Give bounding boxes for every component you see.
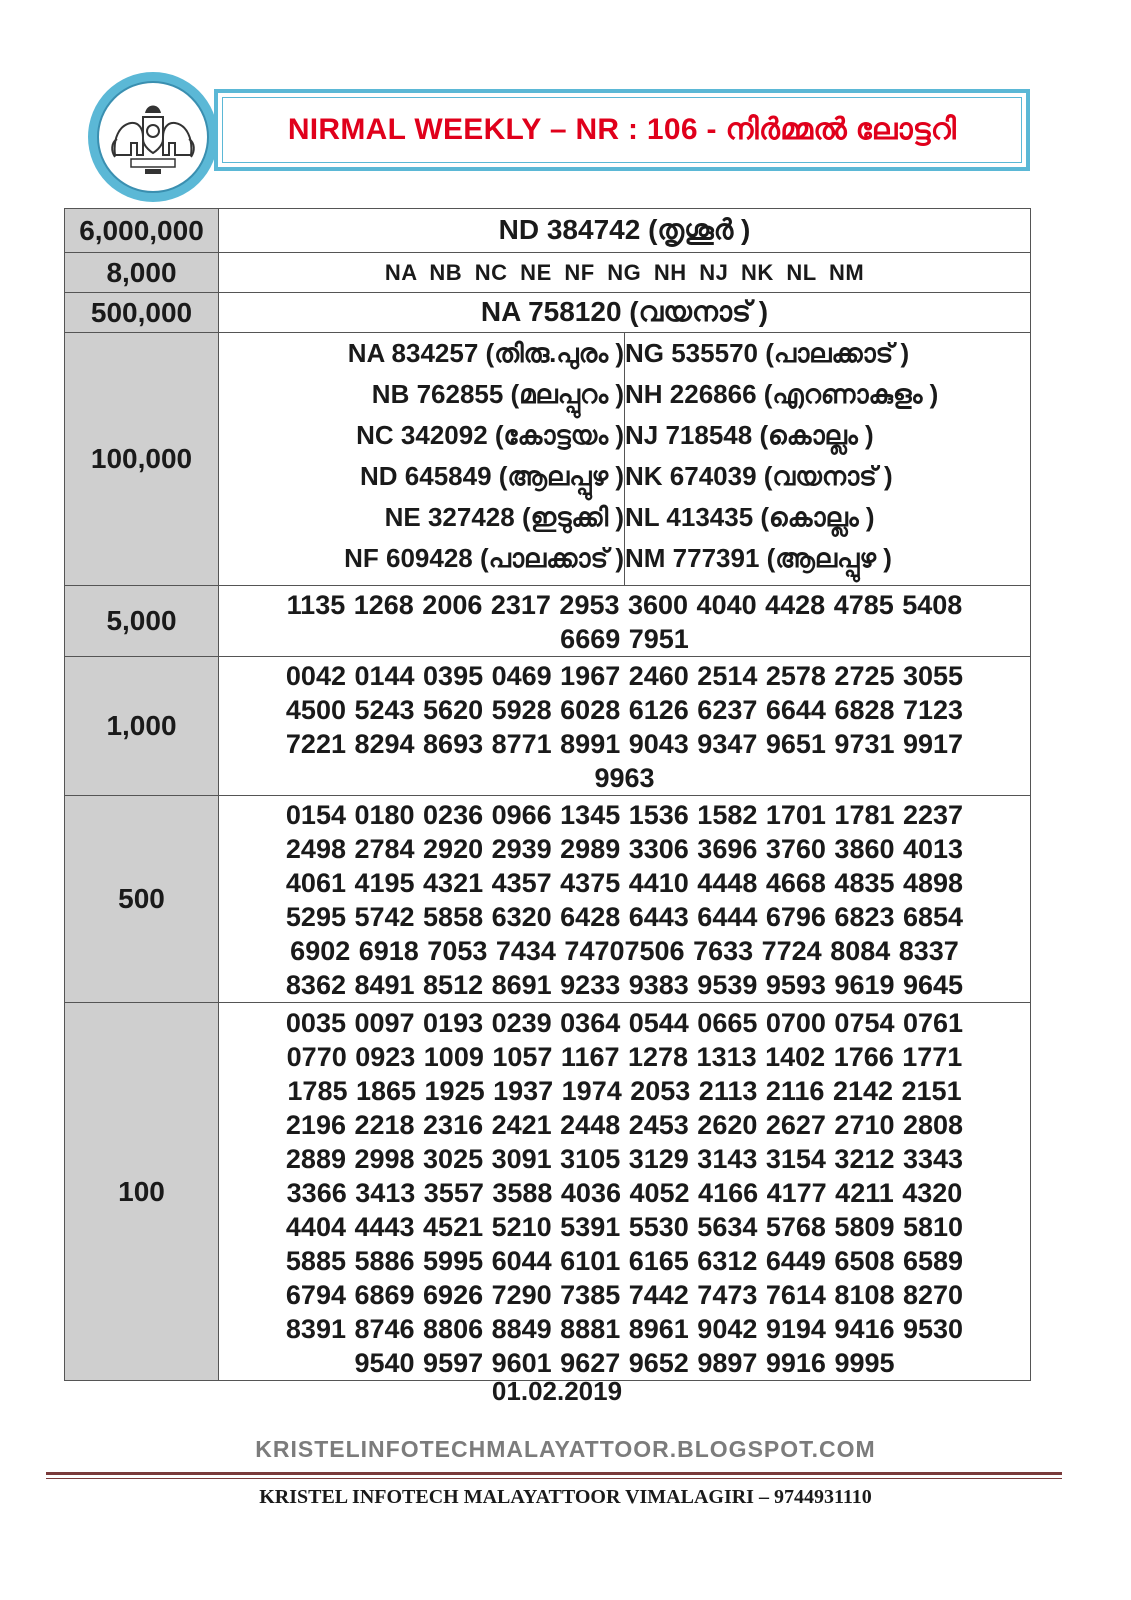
list-item: ND 645849 (ആലപ്പുഴ ) (360, 461, 624, 491)
list-item: NJ 718548 (കൊല്ലം ) (625, 420, 874, 450)
number-line: 5295 5742 5858 6320 6428 6443 6444 6796 6823 6854 (285, 902, 964, 932)
prize-amount: 6,000,000 (65, 209, 219, 253)
number-line: 2196 2218 2316 2421 2448 2453 2620 2627 2710 2808 (285, 1109, 964, 1140)
state-emblem-icon (109, 93, 197, 181)
number-line: 6902 6918 7053 7434 74707506 7633 7724 8084 8337 (290, 936, 959, 966)
list-item: NM 777391 (ആലപ്പുഴ ) (625, 543, 892, 573)
kerala-emblem (88, 72, 218, 202)
prize-amount: 5,000 (65, 586, 219, 657)
number-line: 2889 2998 3025 3091 3105 3129 3143 3154 3212 3343 (285, 1143, 964, 1174)
list-item: NC 342092 (കോട്ടയം ) (356, 420, 624, 450)
website-link[interactable]: KRISTELINFOTECHMALAYATTOOR.BLOGSPOT.COM (255, 1436, 876, 1462)
winning-numbers (219, 657, 1031, 796)
draw-date: 01.02.2019 (491, 1376, 623, 1406)
number-line: 6794 6869 6926 7290 7385 7442 7473 7614 8108 8270 (285, 1279, 964, 1310)
footer-divider-thin (46, 1478, 1062, 1479)
prize-amount: 8,000 (65, 253, 219, 293)
prize-amount: 100 (65, 1003, 219, 1381)
emblem-inner-ring (97, 81, 209, 193)
list-item: NE 327428 (ഇടുക്കി ) (384, 502, 624, 532)
title-banner-inner (222, 97, 1022, 163)
title-banner (214, 89, 1030, 171)
list-item: NB 762855 (മലപ്പുറം ) (371, 379, 624, 409)
number-line: 0154 0180 0236 0966 1345 1536 1582 1701 1781 2237 (285, 800, 964, 830)
list-item: NG 535570 (പാലക്കാട് ) (625, 338, 910, 368)
footer-divider (46, 1472, 1062, 1475)
winning-numbers (219, 796, 1031, 1003)
number-line: 2498 2784 2920 2939 2989 3306 3696 3760 3860 4013 (285, 834, 964, 864)
winning-numbers-right (625, 333, 1031, 586)
table-row (65, 586, 1031, 657)
winning-numbers (219, 1003, 1031, 1381)
winning-numbers (219, 586, 1031, 657)
prize-amount: 100,000 (65, 333, 219, 586)
number-line: 9963 (594, 763, 655, 793)
footer-contact: KRISTEL INFOTECH MALAYATTOOR VIMALAGIRI – 9744931110 (259, 1486, 872, 1508)
winning-number: ND 384742 (തൃശൂർ ) (219, 209, 1031, 253)
number-line: 5885 5886 5995 6044 6101 6165 6312 6449 6508 6589 (285, 1245, 964, 1276)
number-line: 1785 1865 1925 1937 1974 2053 2113 2116 2142 2151 (287, 1075, 962, 1106)
winning-numbers-left (219, 333, 625, 586)
number-line: 0042 0144 0395 0469 1967 2460 2514 2578 2725 3055 (285, 661, 964, 691)
number-line: 0035 0097 0193 0239 0364 0544 0665 0700 0754 0761 (285, 1007, 964, 1038)
table-row (65, 253, 1031, 293)
number-line: 8362 8491 8512 8691 9233 9383 9539 9593 9619 9645 (285, 970, 964, 1000)
number-line: 4500 5243 5620 5928 6028 6126 6237 6644 6828 7123 (285, 695, 964, 725)
table-row (65, 333, 1031, 586)
list-item: NK 674039 (വയനാട് ) (625, 461, 893, 491)
prize-amount: 500 (65, 796, 219, 1003)
number-line: 0770 0923 1009 1057 1167 1278 1313 1402 1766 1771 (286, 1041, 963, 1072)
page-title: NIRMAL WEEKLY – NR : 106 - നിർമ്മൽ ലോട്ടറി (287, 113, 957, 146)
winning-number: NA 758120 (വയനാട് ) (219, 293, 1031, 333)
list-item: NL 413435 (കൊല്ലം ) (625, 502, 875, 532)
number-line: 7221 8294 8693 8771 8991 9043 9347 9651 9731 9917 (285, 729, 964, 759)
number-line: 8391 8746 8806 8849 8881 8961 9042 9194 9416 9530 (285, 1313, 964, 1344)
prize-amount: 1,000 (65, 657, 219, 796)
prize-amount: 500,000 (65, 293, 219, 333)
results-table (64, 208, 1031, 1381)
number-line: 3366 3413 3557 3588 4036 4052 4166 4177 4211 4320 (286, 1177, 963, 1208)
number-line: 4061 4195 4321 4357 4375 4410 4448 4668 4835 4898 (285, 868, 964, 898)
table-row (65, 796, 1031, 1003)
number-line: 9540 9597 9601 9627 9652 9897 9916 9995 (354, 1347, 895, 1378)
number-line: 6669 7951 (560, 624, 689, 654)
table-row (65, 1003, 1031, 1381)
series-list: NA NB NC NE NF NG NH NJ NK NL NM (219, 253, 1031, 293)
list-item: NH 226866 (എറണാകുളം ) (625, 379, 939, 409)
list-item: NA 834257 (തിരു.പുരം ) (347, 338, 624, 368)
table-row (65, 657, 1031, 796)
number-line: 4404 4443 4521 5210 5391 5530 5634 5768 5809 5810 (285, 1211, 964, 1242)
list-item: NF 609428 (പാലക്കാട് ) (344, 543, 624, 573)
table-row (65, 293, 1031, 333)
number-line: 1135 1268 2006 2317 2953 3600 4040 4428 4785 5408 (286, 590, 963, 620)
table-row (65, 209, 1031, 253)
